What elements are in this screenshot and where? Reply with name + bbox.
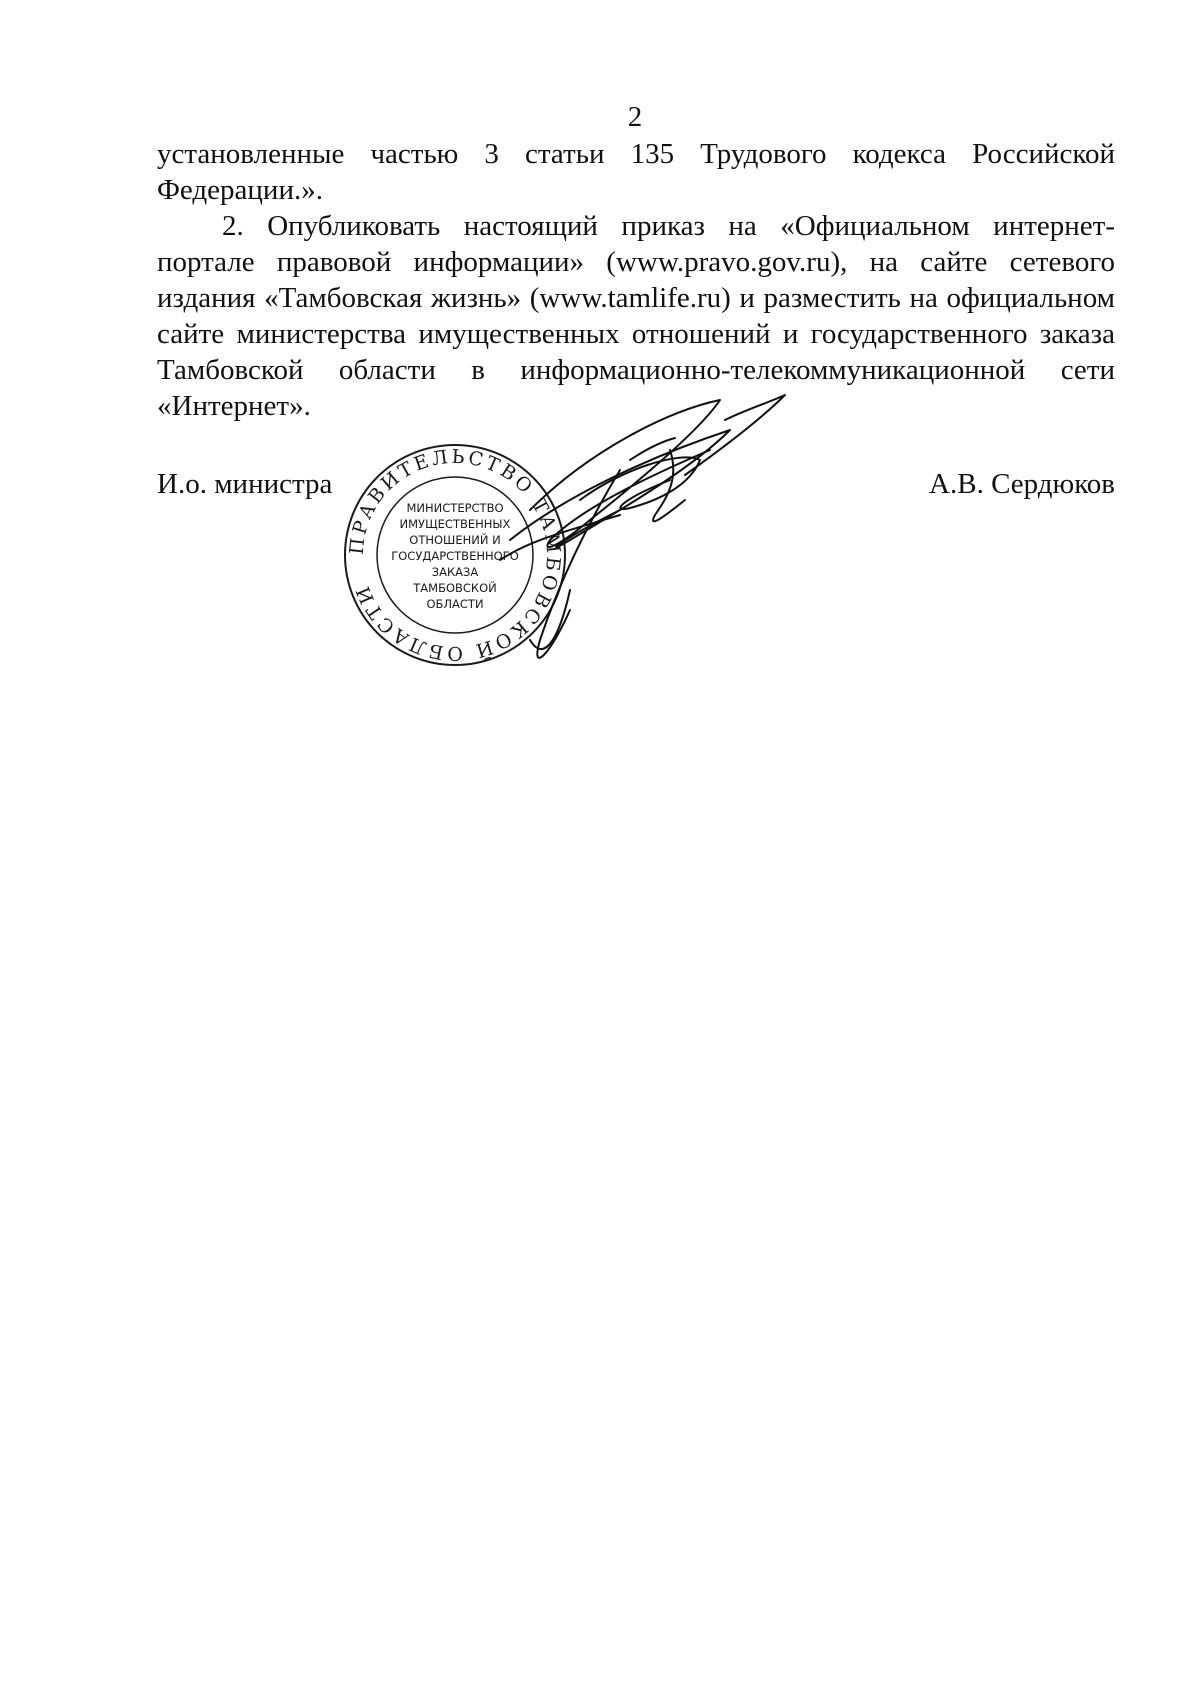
body-line-8: «Интернет». bbox=[157, 390, 311, 422]
stamp-inner-line: ИМУЩЕСТВЕННЫХ bbox=[399, 517, 511, 531]
stamp-inner-line: ГОСУДАРСТВЕННОГО bbox=[391, 549, 519, 563]
stamp-inner-line: ТАМБОВСКОЙ bbox=[413, 581, 497, 595]
stamp-inner-line: МИНИСТЕРСТВО bbox=[406, 501, 504, 515]
body-line-4: портале правовой информации» (www.pravo.gov.ru), на сайте сетевого bbox=[157, 246, 1115, 278]
body-line-6: сайте министерства имущественных отношений и государственного заказа bbox=[157, 318, 1115, 350]
body-line-3: 2. Опубликовать настоящий приказ на «Официальном интернет- bbox=[222, 210, 1115, 242]
signatory-title: И.о. министра bbox=[157, 468, 333, 500]
page-number: 2 bbox=[627, 101, 643, 133]
stamp-outer-text: ПРАВИТЕЛЬСТВО ТАМБОВСКОЙ ОБЛАСТИ bbox=[345, 445, 565, 665]
body-line-7: Тамбовской области в информационно-телекоммуникационной сети bbox=[157, 354, 1115, 386]
stamp-inner-line: ОТНОШЕНИЙ И bbox=[409, 533, 501, 547]
body-line-1: установленные частью 3 статьи 135 Трудового кодекса Российской bbox=[157, 138, 1115, 170]
body-line-2: Федерации.». bbox=[157, 174, 323, 206]
body-line-5: издания «Тамбовская жизнь» (www.tamlife.ru) и разместить на официальном bbox=[157, 282, 1115, 314]
handwritten-signature bbox=[470, 390, 800, 720]
stamp-inner-line: ЗАКАЗА bbox=[431, 565, 479, 579]
signatory-name: А.В. Сердюков bbox=[929, 468, 1115, 500]
stamp-inner-line: ОБЛАСТИ bbox=[426, 597, 484, 611]
